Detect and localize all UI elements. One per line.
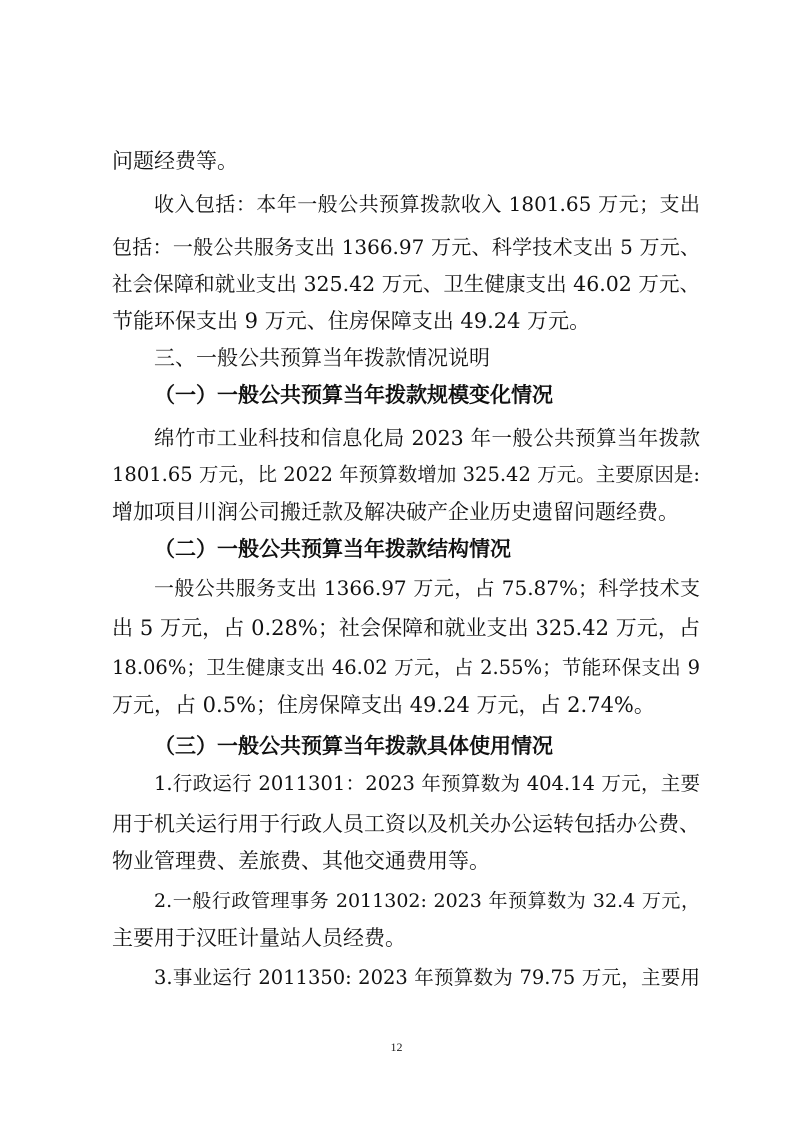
paragraph-line: 1.行政运行 2011301：2023 年预算数为 404.14 万元，主要 <box>154 772 700 795</box>
paragraph-line: 绵竹市工业科技和信息化局 2023 年一般公共预算当年拨款 <box>154 426 700 450</box>
paragraph-line: 问题经费等。 <box>112 149 238 173</box>
paragraph-line: 万元，占 0.5%；住房保障支出 49.24 万元，占 2.74%。 <box>112 693 655 717</box>
paragraph-line: 1801.65 万元，比 2022 年预算数增加 325.42 万元。主要原因是: <box>112 463 700 486</box>
paragraph-line: 3.事业运行 2011350: 2023 年预算数为 79.75 万元，主要用 <box>154 966 700 989</box>
paragraph-line: 包括：一般公共服务支出 1366.97 万元、科学技术支出 5 万元、 <box>112 235 700 259</box>
paragraph-line: 出 5 万元，占 0.28%；社会保障和就业支出 325.42 万元，占 <box>112 616 700 640</box>
paragraph-line: 用于机关运行用于行政人员工资以及机关办公运转包括办公费、 <box>112 812 700 836</box>
subsection-heading: （二）一般公共预算当年拨款结构情况 <box>154 536 511 561</box>
paragraph-line: 增加项目川润公司搬迁款及解决破产企业历史遗留问题经费。 <box>112 500 679 524</box>
subsection-heading: （三）一般公共预算当年拨款具体使用情况 <box>154 733 553 758</box>
paragraph-line: 社会保障和就业支出 325.42 万元、卫生健康支出 46.02 万元、 <box>112 272 700 296</box>
paragraph-line: 2.一般行政管理事务 2011302: 2023 年预算数为 32.4 万元， <box>154 890 700 912</box>
paragraph-line: 一般公共服务支出 1366.97 万元，占 75.87%；科学技术支 <box>154 576 700 600</box>
section-heading: 三、一般公共预算当年拨款情况说明 <box>154 346 490 370</box>
paragraph-line: 收入包括：本年一般公共预算拨款收入 1801.65 万元；支出 <box>154 192 700 216</box>
paragraph-line: 节能环保支出 9 万元、住房保障支出 49.24 万元。 <box>112 309 591 333</box>
subsection-heading: （一）一般公共预算当年拨款规模变化情况 <box>154 382 553 407</box>
paragraph-line: 18.06%；卫生健康支出 46.02 万元，占 2.55%；节能环保支出 9 <box>112 656 700 679</box>
page-number: 12 <box>390 1040 403 1054</box>
paragraph-line: 主要用于汉旺计量站人员经费。 <box>112 926 406 950</box>
paragraph-line: 物业管理费、差旅费、其他交通费用等。 <box>112 849 490 873</box>
